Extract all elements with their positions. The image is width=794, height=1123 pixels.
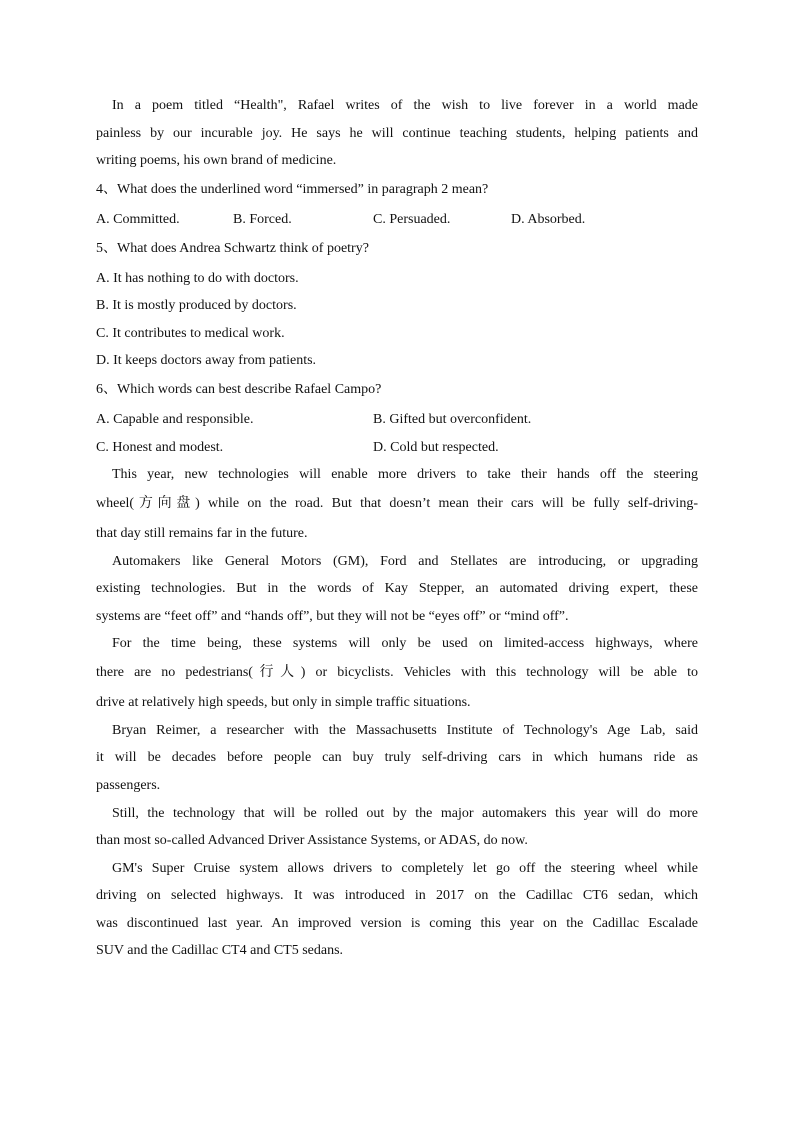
q6-option-c: C. Honest and modest. [96, 440, 224, 455]
passage2-line: there are no pedestrians(行人) or bicyclists. Vehicles with this technology will be able to [96, 665, 698, 680]
passage1-line: In a poem titled “Health", Rafael writes of the wish to live forever in a world made [112, 98, 698, 113]
passage2-line: that day still remains far in the future. [96, 526, 308, 541]
q5-option-d: D. It keeps doctors away from patients. [96, 353, 317, 368]
passage2-line: systems are “feet off” and “hands off”, but they will not be “eyes off” or “mind off”. [96, 609, 569, 624]
passage2-line: it will be decades before people can buy truly self-driving cars in which humans ride as [96, 750, 698, 765]
q6-option-d: D. Cold but respected. [373, 440, 499, 455]
passage2-line: than most so-called Advanced Driver Assistance Systems, or ADAS, do now. [96, 833, 528, 848]
question-4-stem: 4、What does the underlined word “immersed” in paragraph 2 mean? [96, 182, 489, 197]
passage2-line: drive at relatively high speeds, but only in simple traffic situations. [96, 695, 471, 710]
q4-option-d: D. Absorbed. [511, 212, 586, 227]
question-5-stem: 5、What does Andrea Schwartz think of poetry? [96, 241, 369, 256]
passage2-line: SUV and the Cadillac CT4 and CT5 sedans. [96, 943, 344, 958]
q6-option-a: A. Capable and responsible. [96, 412, 254, 427]
q5-option-c: C. It contributes to medical work. [96, 326, 285, 341]
passage2-line: For the time being, these systems will only be used on limited-access highways, where [112, 636, 698, 651]
passage2-line: Still, the technology that will be rolled out by the major automakers this year will do more [112, 806, 698, 821]
passage2-line: Automakers like General Motors (GM), Ford and Stellates are introducing, or upgrading [112, 554, 698, 569]
passage2-line: driving on selected highways. It was introduced in 2017 on the Cadillac CT6 sedan, which [96, 888, 698, 903]
passage1-line: painless by our incurable joy. He says he will continue teaching students, helping patients and [96, 126, 698, 141]
passage2-line: was discontinued last year. An improved version is coming this year on the Cadillac Escalade [96, 916, 698, 931]
passage2-line: existing technologies. But in the words of Kay Stepper, an automated driving expert, these [96, 581, 698, 596]
q4-option-b: B. Forced. [233, 212, 292, 227]
q4-option-c: C. Persuaded. [373, 212, 451, 227]
passage2-line: wheel(方向盘) while on the road. But that doesn’t mean their cars will be fully self-driving- [96, 496, 698, 511]
q5-option-a: A. It has nothing to do with doctors. [96, 271, 299, 286]
question-6-stem: 6、Which words can best describe Rafael Campo? [96, 382, 382, 397]
passage2-line: Bryan Reimer, a researcher with the Massachusetts Institute of Technology's Age Lab, said [112, 723, 698, 738]
passage2-line: GM's Super Cruise system allows drivers to completely let go off the steering wheel while [112, 861, 698, 876]
q6-option-b: B. Gifted but overconfident. [373, 412, 532, 427]
passage1-line: writing poems, his own brand of medicine. [96, 153, 337, 168]
passage2-line: passengers. [96, 778, 161, 793]
q4-option-a: A. Committed. [96, 212, 180, 227]
q5-option-b: B. It is mostly produced by doctors. [96, 298, 297, 313]
passage2-line: This year, new technologies will enable more drivers to take their hands off the steering [112, 467, 698, 482]
